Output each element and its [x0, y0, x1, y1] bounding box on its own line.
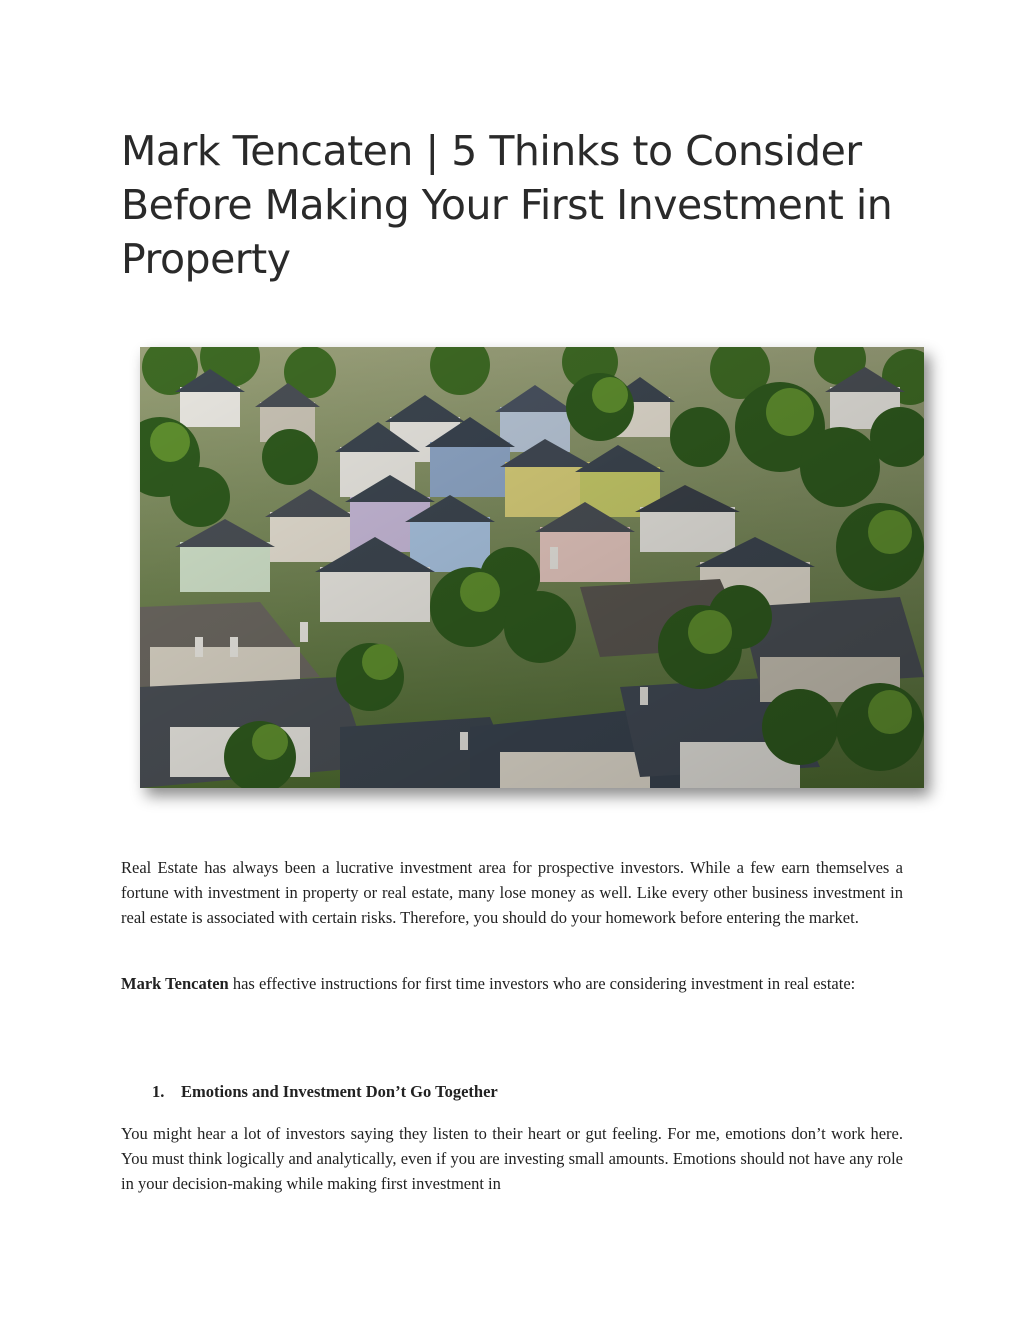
aerial-neighborhood-photo-icon [140, 347, 924, 788]
intro-paragraph: Real Estate has always been a lucrative investment area for prospective investors. While a few earn themselves a fortune with investment in property or real estate, many lose money as well. Like every other business investment in real estate is associated with certain risks. Therefore, you should do your homework before entering the market. [121, 858, 903, 927]
section-paragraph: You might hear a lot of investors saying they listen to their heart or gut feeling. For me, emotions don’t work here. You must think logically and analytically, even if you are investing small amounts. Emotions should not have any role in your decision-making while making first investment in [121, 1124, 903, 1193]
author-name: Mark Tencaten [121, 974, 229, 993]
author-paragraph [121, 971, 903, 996]
neighborhood-photo [140, 347, 924, 788]
section-number: 1. [152, 1082, 165, 1101]
author-paragraph-text: has effective instructions for first time investors who are considering investment in real estate: [228, 974, 856, 993]
document-title: Mark Tencaten | 5 Thinks to Consider Before Making Your First Investment in Property [121, 127, 893, 283]
section-heading [152, 1079, 498, 1104]
section-heading-text: Emotions and Investment Don’t Go Together [181, 1082, 498, 1101]
